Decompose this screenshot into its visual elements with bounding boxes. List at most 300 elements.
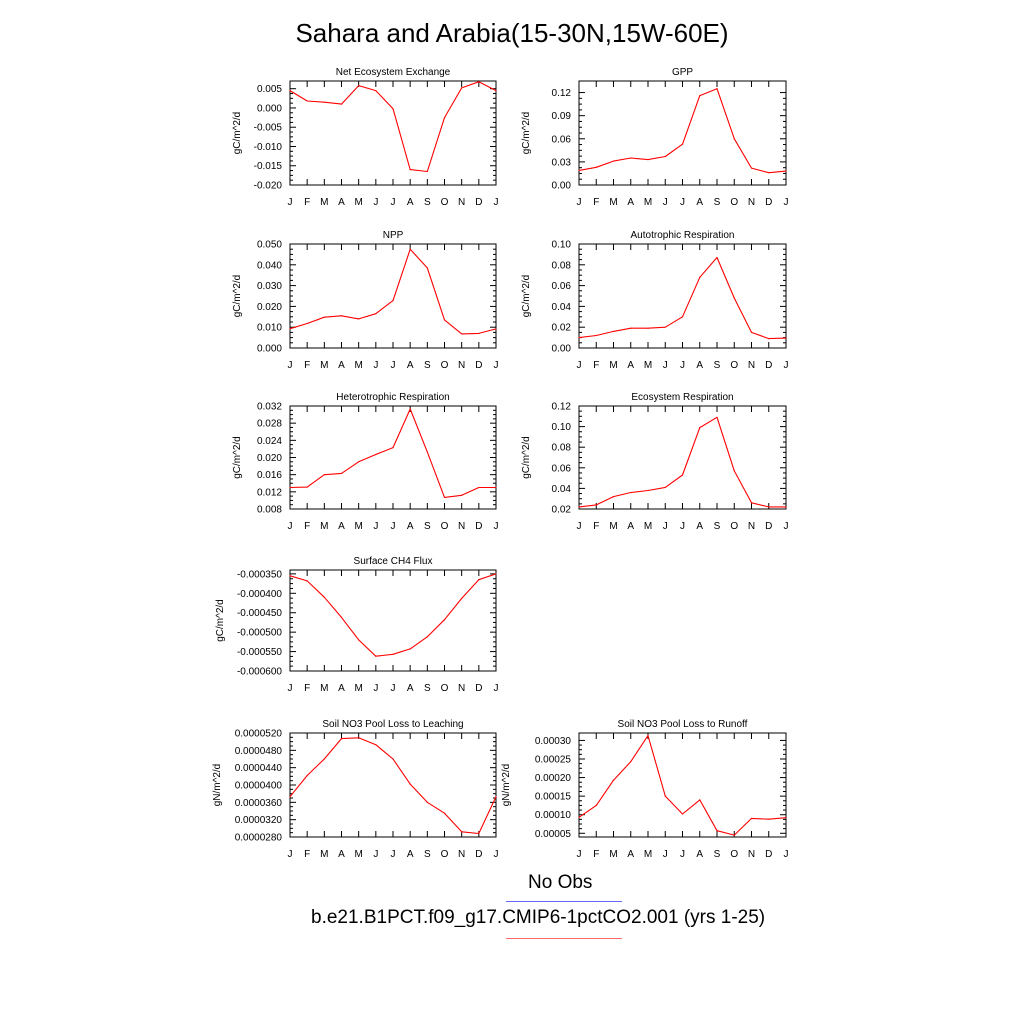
x-tick-label: A	[406, 683, 414, 694]
data-point	[478, 579, 479, 580]
x-tick-label: N	[458, 360, 466, 371]
data-point	[461, 333, 462, 334]
x-tick-label: M	[320, 521, 329, 532]
data-point	[751, 167, 752, 168]
data-point	[461, 831, 462, 832]
x-tick-label: J	[493, 197, 499, 208]
x-tick-label: J	[287, 521, 293, 532]
y-axis-label: gC/m^2/d	[521, 111, 532, 155]
x-tick-label: A	[627, 360, 635, 371]
y-tick-label: -0.000400	[236, 588, 282, 600]
x-tick-label: F	[593, 360, 600, 371]
data-point	[751, 332, 752, 333]
chart-panel-2	[232, 230, 499, 371]
x-tick-label: A	[338, 521, 345, 532]
data-point	[392, 654, 393, 655]
data-point	[682, 474, 683, 475]
data-point	[734, 470, 735, 471]
x-tick-label: D	[765, 521, 773, 532]
x-tick-label: A	[406, 197, 414, 208]
data-point	[785, 338, 786, 339]
y-tick-label: 0.08	[551, 442, 571, 454]
y-tick-label: 0.012	[256, 487, 282, 499]
data-point	[665, 487, 666, 488]
data-point	[478, 81, 479, 82]
data-point	[495, 328, 496, 329]
x-tick-label: O	[440, 683, 449, 694]
data-point	[716, 257, 717, 258]
data-point	[307, 100, 308, 101]
data-point	[289, 796, 290, 797]
x-tick-label: M	[354, 683, 363, 694]
x-tick-label: A	[338, 849, 345, 860]
y-tick-label: 0.008	[256, 504, 282, 516]
y-tick-label: 0.005	[256, 84, 282, 96]
y-tick-label: 0.08	[551, 260, 571, 272]
data-point	[392, 758, 393, 759]
x-tick-label: D	[765, 360, 773, 371]
data-point	[307, 580, 308, 581]
y-tick-label: 0.020	[256, 453, 282, 464]
data-point	[289, 575, 290, 576]
x-tick-label: J	[287, 360, 293, 371]
x-tick-label: O	[730, 521, 739, 532]
y-tick-label: 0.02	[551, 322, 571, 334]
x-tick-label: M	[609, 360, 618, 371]
y-axis-label: gC/m^2/d	[232, 111, 243, 155]
x-tick-label: S	[423, 521, 431, 532]
data-point	[768, 506, 769, 507]
x-tick-label: S	[423, 683, 431, 694]
y-tick-label: 0.030	[256, 281, 282, 293]
series-line-0	[290, 249, 496, 334]
x-tick-label: N	[747, 360, 756, 371]
x-tick-label: J	[576, 197, 582, 208]
data-point	[734, 835, 735, 836]
x-tick-label: O	[730, 197, 739, 208]
y-axis-label: gN/m^2/d	[212, 763, 223, 807]
data-point	[358, 737, 359, 738]
x-tick-label: A	[338, 360, 345, 371]
data-point	[665, 156, 666, 157]
data-point	[768, 819, 769, 820]
x-tick-label: J	[680, 521, 685, 532]
data-point	[699, 799, 700, 800]
data-point	[444, 619, 445, 620]
data-point	[375, 313, 376, 314]
data-point	[785, 506, 786, 507]
data-point	[699, 277, 700, 278]
data-point	[461, 87, 462, 88]
data-point	[785, 817, 786, 818]
x-tick-label: A	[696, 197, 704, 208]
x-tick-label: N	[747, 521, 756, 532]
y-tick-label: 0.00025	[534, 754, 571, 766]
data-point	[427, 636, 428, 637]
x-tick-label: J	[373, 521, 379, 532]
data-point	[307, 323, 308, 324]
x-tick-label: N	[747, 197, 756, 208]
x-tick-label: J	[373, 197, 379, 208]
x-tick-label: O	[440, 521, 449, 532]
y-tick-label: -0.020	[253, 180, 282, 192]
x-tick-label: J	[680, 849, 685, 860]
data-point	[613, 161, 614, 162]
x-tick-label: O	[440, 197, 449, 208]
series-line-0	[290, 82, 496, 172]
x-tick-label: S	[423, 197, 431, 208]
x-tick-label: O	[730, 360, 739, 371]
x-tick-label: J	[662, 521, 668, 532]
y-tick-label: -0.010	[253, 141, 282, 153]
data-point	[596, 504, 597, 505]
data-point	[751, 818, 752, 819]
y-tick-label: 0.06	[551, 463, 571, 475]
x-tick-label: J	[493, 683, 499, 694]
data-point	[578, 817, 579, 818]
x-tick-label: J	[576, 849, 582, 860]
y-tick-label: 0.032	[256, 401, 282, 413]
x-tick-label: M	[354, 849, 363, 860]
data-point	[375, 656, 376, 657]
series-line-0	[290, 409, 496, 497]
y-tick-label: 0.028	[256, 418, 282, 430]
y-tick-label: -0.000350	[236, 569, 282, 581]
x-tick-label: J	[390, 521, 396, 532]
y-tick-label: 0.00015	[534, 791, 571, 803]
data-point	[768, 172, 769, 173]
chart-panel-5	[521, 392, 789, 532]
x-tick-label: M	[320, 197, 329, 208]
chart-panel-4	[232, 392, 499, 532]
y-tick-label: 0.0000400	[234, 780, 282, 792]
data-point	[478, 333, 479, 334]
data-point	[630, 492, 631, 493]
data-point	[324, 474, 325, 475]
x-tick-label: M	[643, 360, 653, 371]
x-tick-label: J	[662, 849, 668, 860]
x-tick-label: A	[696, 521, 704, 532]
x-tick-label: J	[390, 360, 396, 371]
x-tick-label: D	[475, 683, 483, 694]
chart-panel-0	[232, 67, 499, 208]
data-point	[647, 490, 648, 491]
data-point	[596, 167, 597, 168]
data-point	[461, 598, 462, 599]
data-point	[324, 102, 325, 103]
x-tick-label: J	[783, 521, 789, 532]
x-tick-label: M	[354, 197, 363, 208]
data-point	[665, 796, 666, 797]
chart-title: NPP	[382, 230, 404, 241]
data-point	[392, 300, 393, 301]
data-point	[682, 813, 683, 814]
series-line-0	[579, 736, 786, 836]
plot-frame	[290, 244, 496, 348]
y-tick-label: 0.00	[551, 343, 571, 355]
data-point	[578, 337, 579, 338]
data-point	[341, 315, 342, 316]
data-point	[682, 316, 683, 317]
y-tick-label: 0.010	[256, 322, 282, 334]
x-tick-label: J	[390, 197, 396, 208]
data-point	[307, 775, 308, 776]
data-point	[478, 833, 479, 834]
data-point	[444, 813, 445, 814]
data-point	[289, 328, 290, 329]
x-tick-label: A	[406, 360, 414, 371]
x-tick-label: J	[783, 197, 789, 208]
y-tick-label: 0.050	[256, 239, 282, 251]
y-tick-label: 0.06	[551, 281, 571, 293]
x-tick-label: S	[713, 197, 721, 208]
series-line-0	[579, 258, 786, 339]
y-axis-label: gC/m^2/d	[521, 436, 532, 479]
y-tick-label: 0.020	[256, 301, 282, 313]
data-point	[768, 338, 769, 339]
y-tick-label: 0.10	[551, 239, 571, 251]
legend-line-model	[506, 938, 622, 939]
x-tick-label: A	[696, 849, 704, 860]
x-tick-label: J	[287, 683, 293, 694]
series-line-0	[290, 574, 496, 656]
x-tick-label: O	[730, 849, 739, 860]
y-axis-label: gC/m^2/d	[232, 274, 243, 318]
y-axis-label: gN/m^2/d	[501, 763, 512, 807]
x-tick-label: J	[576, 521, 582, 532]
data-point	[324, 317, 325, 318]
legend-line-obs	[506, 901, 622, 902]
y-axis-label: gC/m^2/d	[232, 436, 243, 479]
y-tick-label: 0.00005	[534, 828, 571, 840]
plot-frame	[290, 570, 496, 671]
data-point	[289, 90, 290, 91]
data-point	[785, 171, 786, 172]
data-point	[699, 427, 700, 428]
x-tick-label: J	[662, 197, 668, 208]
y-tick-label: 0.0000520	[234, 728, 282, 740]
y-tick-label: -0.000550	[236, 647, 282, 659]
data-point	[716, 88, 717, 89]
data-point	[613, 331, 614, 332]
x-tick-label: J	[783, 849, 789, 860]
data-point	[495, 90, 496, 91]
data-point	[596, 805, 597, 806]
plot-frame	[290, 733, 496, 837]
y-tick-label: -0.000500	[236, 627, 282, 639]
x-tick-label: M	[320, 849, 329, 860]
data-point	[665, 327, 666, 328]
x-tick-label: J	[680, 360, 685, 371]
chart-title: Ecosystem Respiration	[631, 392, 734, 403]
x-tick-label: O	[440, 360, 449, 371]
data-point	[358, 85, 359, 86]
plot-frame	[290, 81, 496, 185]
x-tick-label: F	[304, 683, 311, 694]
y-tick-label: -0.005	[253, 122, 282, 134]
x-tick-label: M	[320, 683, 329, 694]
x-tick-label: J	[373, 360, 379, 371]
chart-panel-1	[521, 67, 789, 208]
data-point	[495, 573, 496, 574]
chart-title: Soil NO3 Pool Loss to Runoff	[617, 719, 748, 730]
data-point	[716, 830, 717, 831]
x-tick-label: J	[287, 849, 293, 860]
x-tick-label: F	[593, 521, 600, 532]
data-point	[289, 487, 290, 488]
data-point	[427, 802, 428, 803]
x-tick-label: F	[304, 521, 311, 532]
x-tick-label: J	[576, 360, 582, 371]
x-tick-label: D	[475, 360, 483, 371]
x-tick-label: S	[713, 849, 721, 860]
x-tick-label: J	[493, 360, 499, 371]
series-line-0	[579, 89, 786, 173]
y-axis-label: gC/m^2/d	[215, 599, 226, 642]
y-tick-label: 0.02	[551, 504, 571, 516]
x-tick-label: M	[609, 521, 618, 532]
data-point	[341, 473, 342, 474]
legend-entry-model: b.e21.B1PCT.f09_g17.CMIP6-1pctCO2.001 (yrs 1-25)	[311, 907, 766, 928]
x-tick-label: M	[609, 197, 618, 208]
data-point	[410, 648, 411, 649]
y-tick-label: 0.10	[551, 422, 571, 434]
data-point	[478, 487, 479, 488]
x-tick-label: N	[458, 683, 466, 694]
x-tick-label: M	[643, 849, 653, 860]
y-tick-label: 0.040	[256, 260, 282, 272]
x-tick-label: D	[765, 849, 773, 860]
x-tick-label: A	[696, 360, 704, 371]
y-tick-label: 0.0000320	[234, 815, 282, 827]
y-tick-label: 0.0000280	[234, 832, 282, 844]
x-tick-label: A	[406, 849, 414, 860]
data-point	[410, 408, 411, 409]
data-point	[495, 487, 496, 488]
x-tick-label: J	[390, 683, 396, 694]
data-point	[578, 506, 579, 507]
x-tick-label: S	[713, 360, 721, 371]
x-tick-label: J	[493, 521, 499, 532]
chart-panel-7	[212, 719, 499, 860]
y-tick-label: 0.016	[256, 470, 282, 482]
x-tick-label: F	[304, 197, 311, 208]
data-point	[358, 318, 359, 319]
x-tick-label: D	[765, 197, 773, 208]
data-point	[341, 617, 342, 618]
x-tick-label: M	[609, 849, 618, 860]
chart-panel-8	[501, 719, 789, 860]
x-tick-label: A	[627, 197, 635, 208]
data-point	[375, 90, 376, 91]
y-tick-label: 0.12	[551, 88, 571, 100]
data-point	[751, 502, 752, 503]
x-tick-label: J	[390, 849, 396, 860]
data-point	[392, 108, 393, 109]
y-tick-label: 0.024	[256, 435, 282, 447]
x-tick-label: F	[593, 197, 600, 208]
data-point	[324, 758, 325, 759]
data-point	[307, 487, 308, 488]
x-tick-label: D	[475, 197, 483, 208]
data-point	[596, 335, 597, 336]
chart-title: Autotrophic Respiration	[630, 230, 735, 241]
data-point	[410, 249, 411, 250]
y-tick-label: -0.015	[253, 161, 282, 173]
x-tick-label: D	[475, 849, 483, 860]
data-point	[410, 169, 411, 170]
x-tick-label: J	[493, 849, 499, 860]
x-tick-label: O	[440, 849, 449, 860]
x-tick-label: S	[713, 521, 721, 532]
data-point	[716, 417, 717, 418]
x-tick-label: N	[458, 197, 466, 208]
y-tick-label: 0.000	[256, 103, 282, 115]
chart-title: Soil NO3 Pool Loss to Leaching	[322, 719, 464, 730]
x-tick-label: J	[662, 360, 668, 371]
y-tick-label: -0.000450	[236, 608, 282, 620]
data-point	[461, 495, 462, 496]
x-tick-label: F	[593, 849, 600, 860]
y-tick-label: 0.03	[551, 157, 571, 169]
data-point	[427, 451, 428, 452]
x-tick-label: S	[423, 849, 431, 860]
y-tick-label: -0.000600	[236, 666, 282, 678]
y-tick-label: 0.000	[256, 343, 282, 355]
x-tick-label: M	[320, 360, 329, 371]
data-point	[613, 496, 614, 497]
data-point	[495, 796, 496, 797]
chart-panel-6	[215, 556, 499, 694]
data-point	[682, 144, 683, 145]
series-line-0	[290, 738, 496, 834]
y-tick-label: 0.04	[551, 301, 571, 313]
data-point	[341, 738, 342, 739]
x-tick-label: M	[354, 360, 363, 371]
plot-frame	[579, 406, 786, 509]
x-tick-label: F	[304, 849, 311, 860]
x-tick-label: M	[354, 521, 363, 532]
y-axis-label: gC/m^2/d	[521, 274, 532, 318]
chart-title: Surface CH4 Flux	[353, 556, 433, 567]
x-tick-label: J	[680, 197, 685, 208]
data-point	[734, 297, 735, 298]
y-tick-label: 0.0000480	[234, 745, 282, 757]
x-tick-label: A	[338, 683, 345, 694]
data-point	[613, 780, 614, 781]
x-tick-label: M	[643, 197, 653, 208]
x-tick-label: A	[406, 521, 414, 532]
y-tick-label: 0.00030	[534, 735, 571, 747]
x-tick-label: S	[423, 360, 431, 371]
x-tick-label: J	[373, 849, 379, 860]
data-point	[734, 138, 735, 139]
chart-title: Heterotrophic Respiration	[336, 392, 450, 403]
y-tick-label: 0.0000360	[234, 797, 282, 809]
data-point	[630, 328, 631, 329]
x-tick-label: N	[458, 849, 466, 860]
data-point	[324, 597, 325, 598]
y-tick-label: 0.00	[551, 180, 571, 192]
data-point	[427, 171, 428, 172]
y-tick-label: 0.09	[551, 111, 571, 123]
data-point	[647, 159, 648, 160]
data-point	[647, 328, 648, 329]
x-tick-label: A	[627, 849, 635, 860]
x-tick-label: J	[287, 197, 293, 208]
y-tick-label: 0.04	[551, 483, 571, 495]
data-point	[427, 267, 428, 268]
